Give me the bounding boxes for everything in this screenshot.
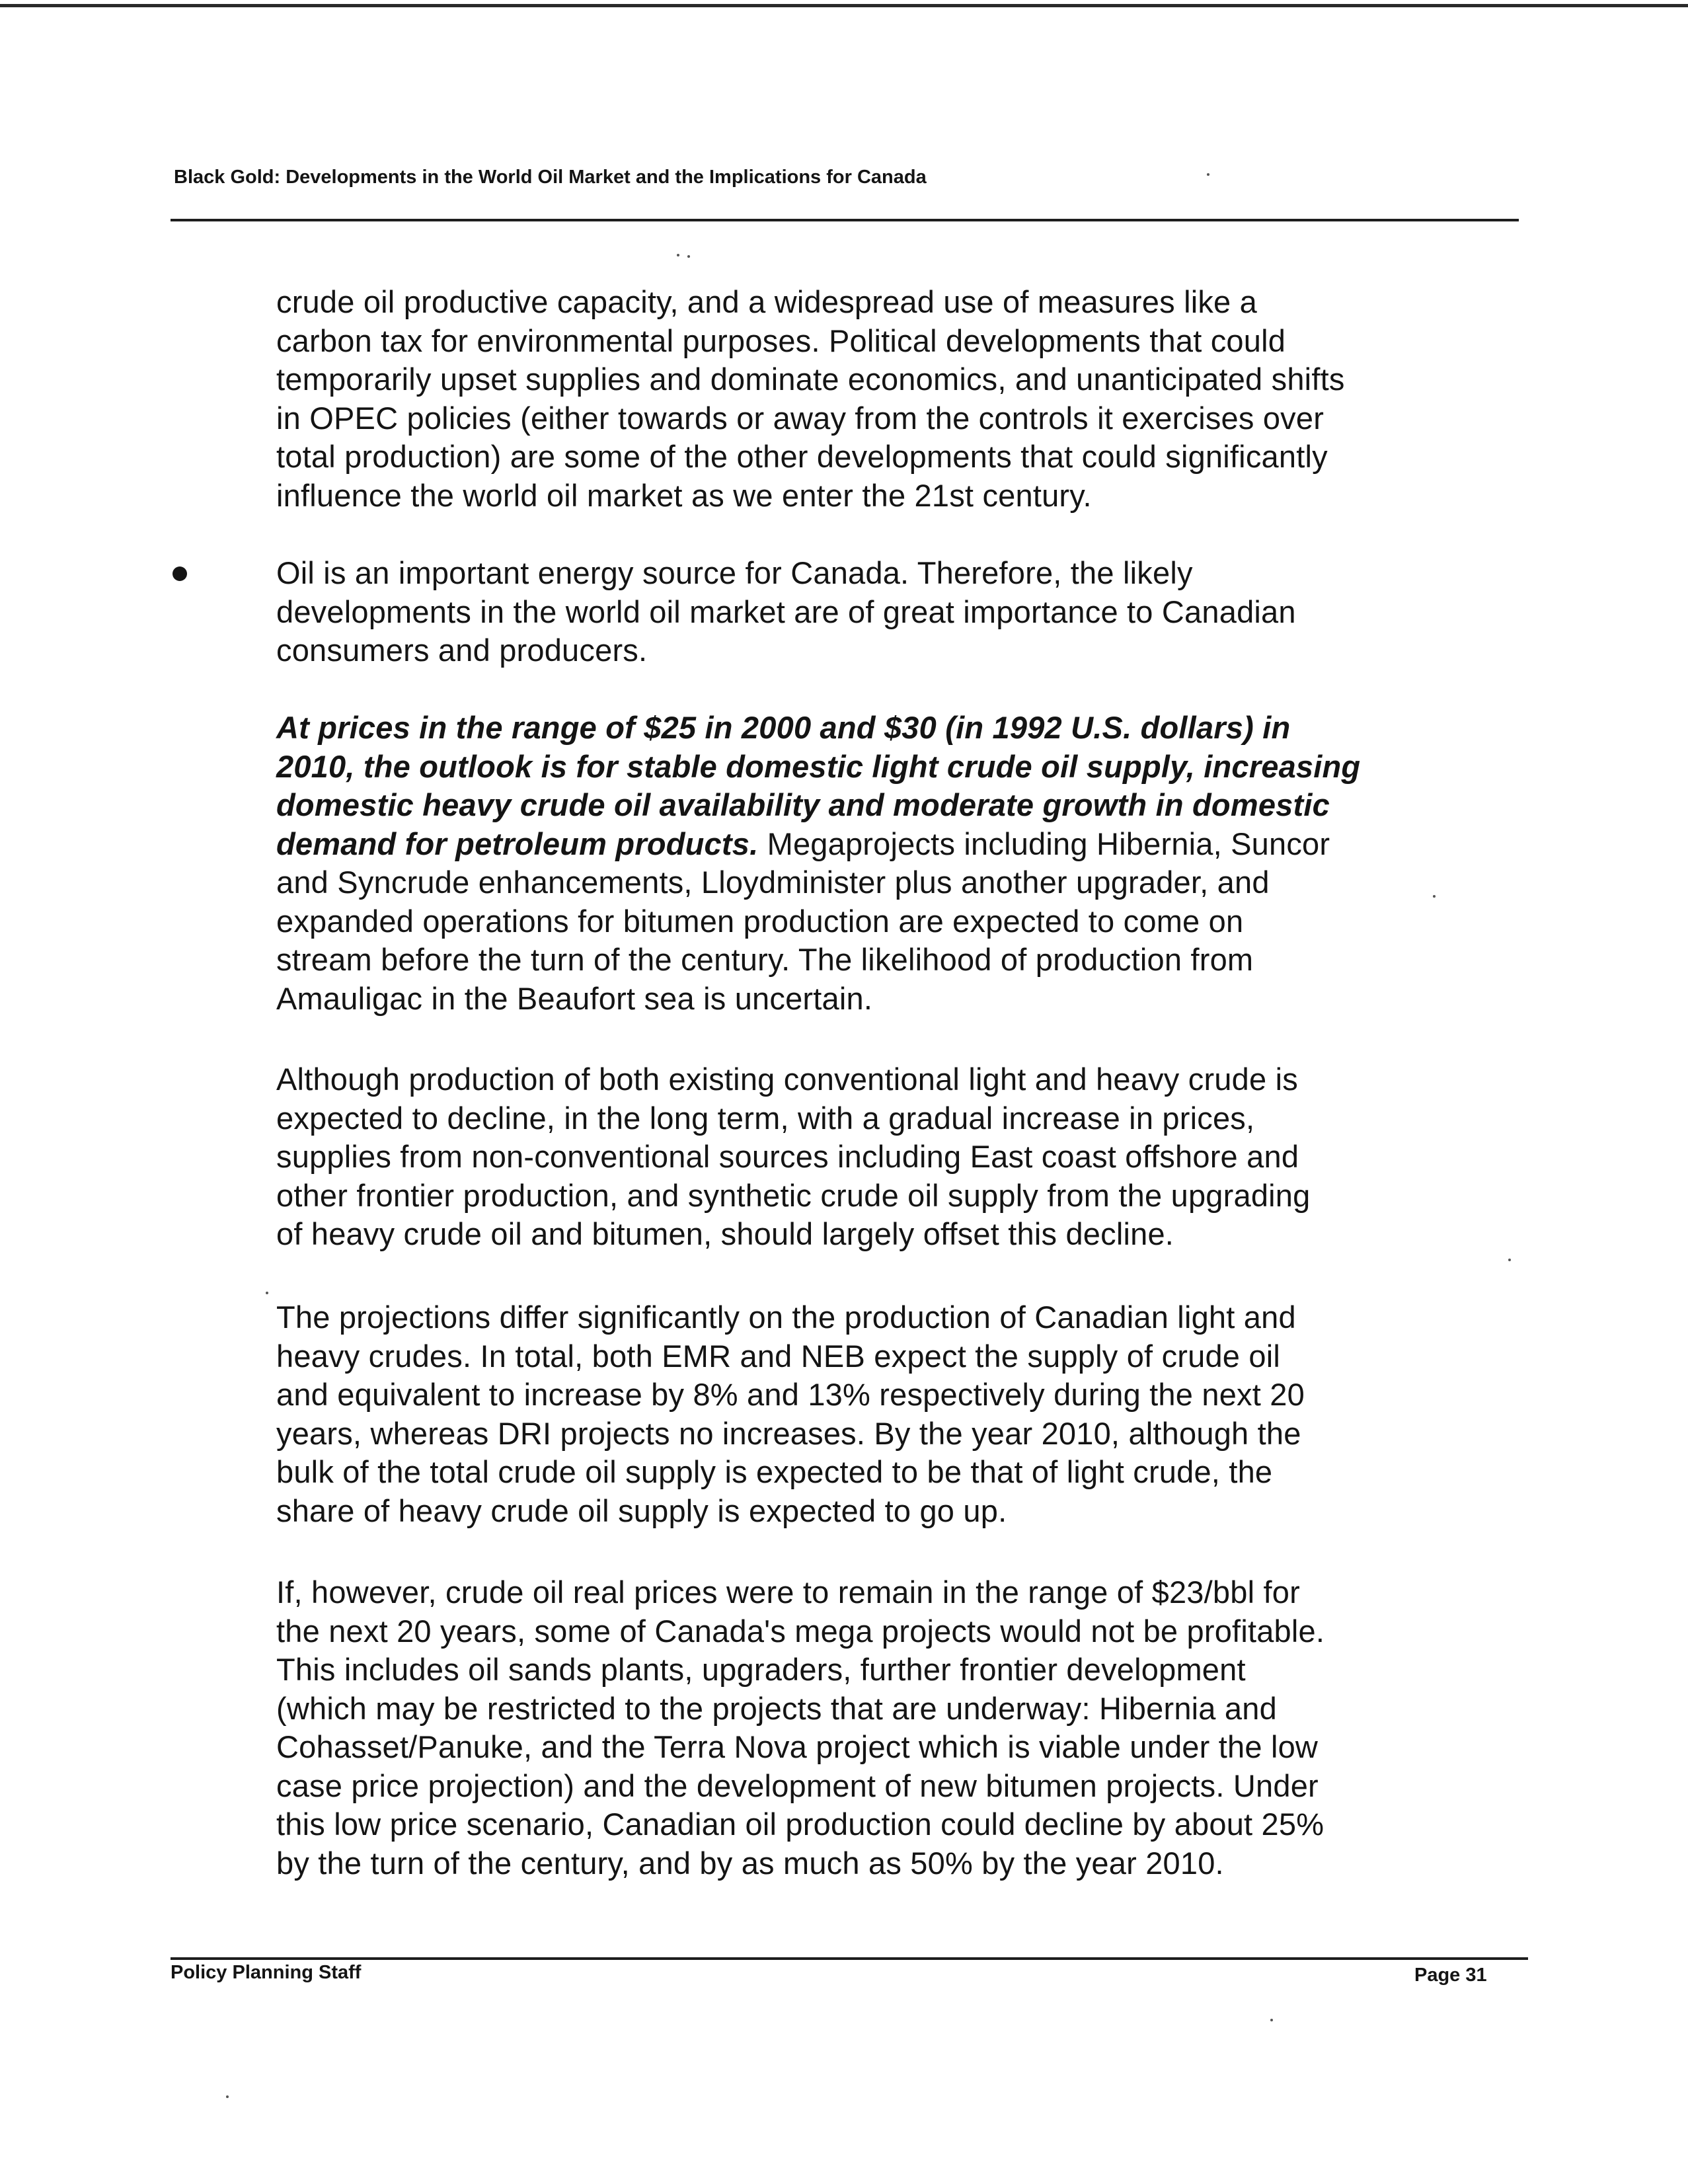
running-header: Black Gold: Developments in the World Oil Market and the Implications for Canada bbox=[174, 167, 927, 188]
paragraph-production-decline: Although production of both existing conventional light and heavy crude is expected to decline, in the long term, with a gradual increase in prices, supplies from non-conventional sources including East coast offshore and other frontier production, and synthetic crude oil supply from the upgrading of heavy crude oil and bitumen, should largely offset this decline. bbox=[276, 1062, 1311, 1251]
bullet-dot bbox=[173, 566, 187, 581]
scan-speck bbox=[687, 255, 690, 258]
header-rule bbox=[171, 219, 1519, 221]
paragraph-energy-source: Oil is an important energy source for Canada. Therefore, the likely developments in the world oil market are of great importance to Canadian consumers and producers. bbox=[276, 555, 1296, 668]
scan-speck bbox=[226, 2095, 229, 2098]
scan-top-edge bbox=[0, 4, 1688, 7]
scan-speck bbox=[1433, 895, 1436, 898]
scan-speck bbox=[1270, 2019, 1273, 2021]
paragraph-low-price-scenario: If, however, crude oil real prices were to remain in the range of $23/bbl for the next 20 years, some of Canada's mega projects would not be profitable. This includes oil sands plants, upgraders, further frontier development (which may be restricted to the projects that are underway: Hibernia and Cohasset/Panuke, and the Terra Nova project which is viable under the low case price projection) and the development of new bitumen projects. Under this low price scenario, Canadian oil production could decline by about 25% by the turn of the century, and by as much as 50% by the year 2010. bbox=[276, 1575, 1325, 1881]
price-outlook-emphasis: At prices in the range of $25 in 2000 and $30 (in 1992 U.S. dollars) in 2010, the outlook is for stable domestic light crude oil supply, increasing domestic heavy crude oil availability and moderate growth in domestic demand for petroleum products. bbox=[276, 710, 1361, 861]
scan-speck bbox=[1508, 1259, 1511, 1261]
footer-organization: Policy Planning Staff bbox=[171, 1962, 362, 1983]
price-outlook-text: Megaprojects including Hibernia, Suncor and Syncrude enhancements, Lloydminister plus another upgrader, and expanded operations for bitumen production are expected to come on stream before the turn of the century. The likelihood of production from Amauligac in the Beaufort sea is uncertain. bbox=[276, 826, 1330, 1016]
paragraph-projections: The projections differ significantly on the production of Canadian light and heavy crudes. In total, both EMR and NEB expect the supply of crude oil and equivalent to increase by 8% and 13% respectively during the next 20 years, whereas DRI projects no increases. By the year 2010, although the bulk of the total crude oil supply is expected to be that of light crude, the share of heavy crude oil supply is expected to go up. bbox=[276, 1300, 1305, 1528]
paragraph-price-outlook bbox=[276, 709, 1506, 1018]
scan-speck bbox=[266, 1292, 268, 1294]
page-number: Page 31 bbox=[1414, 1965, 1487, 1986]
scan-speck bbox=[677, 254, 679, 256]
scan-speck bbox=[1207, 173, 1209, 176]
footer-rule bbox=[171, 1957, 1528, 1960]
paragraph-capacity: crude oil productive capacity, and a widespread use of measures like a carbon tax for environmental purposes. Political developments that could temporarily upset supplies and dominate economics, and unanticipated shifts in OPEC policies (either towards or away from the controls it exercises over total production) are some of the other developments that could significantly influence the world oil market as we enter the 21st century. bbox=[276, 284, 1345, 513]
